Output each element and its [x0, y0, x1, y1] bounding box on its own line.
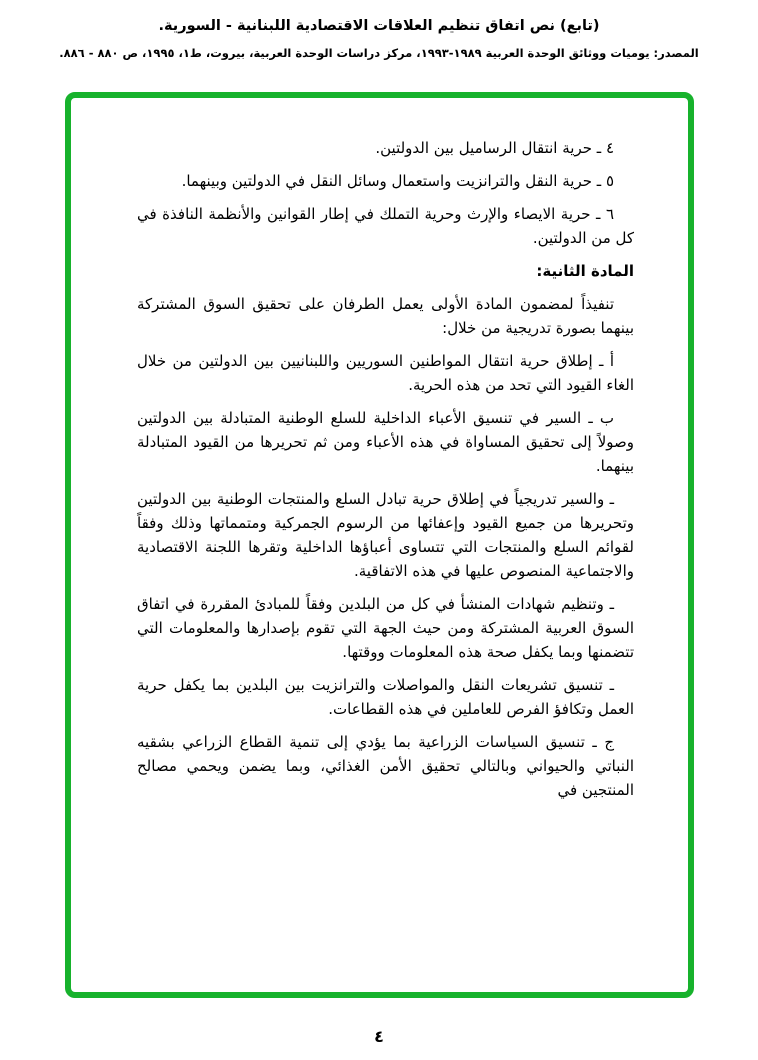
document-title: (تابع) نص اتفاق تنظيم العلاقات الاقتصادية اللبنانية - السورية. — [158, 18, 600, 34]
article-two-heading: المادة الثانية: — [536, 262, 634, 280]
clause-c: ج ـ تنسيق السياسات الزراعية بما يؤدي إلى تنمية القطاع الزراعي بشقيه النباتي والحيواني وبالتالي تحقيق الأمن الغذائي، وبما يضمن ويحمي مصالح المنتجين في — [137, 733, 634, 799]
document-text-block — [65, 98, 694, 992]
clause-b: ب ـ السير في تنسيق الأعباء الداخلية للسلع الوطنية المتبادلة بين الدولتين وصولاً إلى تحقيق المساواة في هذه الأعباء ومن ثم تحريرها من القيود المتبادلة بينهما. — [137, 409, 634, 475]
article-two-intro: تنفيذاً لمضمون المادة الأولى يعمل الطرفان على تحقيق السوق المشتركة بينهما بصورة تدريجية من خلال: — [137, 295, 634, 337]
page-number: ٤ — [374, 1027, 384, 1046]
list-item-6: ٦ ـ حرية الايصاء والإرث وحرية التملك في إطار القوانين والأنظمة النافذة في كل من الدولتين. — [137, 205, 634, 247]
document-header — [0, 18, 758, 60]
document-source-line: المصدر: يوميات ووثائق الوحدة العربية ١٩٨٩-١٩٩٣، مركز دراسات الوحدة العربية، بيروت، ط١، ١٩٩٥، ص ٨٨٠ - ٨٨٦. — [59, 46, 699, 60]
clause-b-dash-3: ـ تنسيق تشريعات النقل والمواصلات والترانزيت بين البلدين بما يكفل حرية العمل وتكافؤ الفرص للعاملين في هذه القطاعات. — [137, 676, 634, 718]
clause-a: أ ـ إطلاق حرية انتقال المواطنين السوريين واللبنانيين بين الدولتين من خلال الغاء القيود التي تحد من هذه الحرية. — [137, 352, 634, 394]
clause-b-dash-2: ـ وتنظيم شهادات المنشأ في كل من البلدين وفقاً للمبادئ المقررة في اتفاق السوق العربية المشتركة ومن حيث الجهة التي تقوم بإصدارها والمعلومات التي تتضمنها وبما يكفل صحة هذه المعلومات ووقتها. — [137, 595, 634, 661]
list-item-4: ٤ ـ حرية انتقال الرساميل بين الدولتين. — [375, 139, 614, 157]
clause-b-dash-1: ـ والسير تدريجياً في إطلاق حرية تبادل السلع والمنتجات الوطنية بين الدولتين وتحريرها من جميع القيود وإعفائها من الرسوم الجمركية ومتمماتها وذلك وفقاً لقوائم السلع والمنتجات التي تتساوى أعباؤها الداخلية وتقرها اللجنة الاقتصادية والاجتماعية المنصوص عليها في هذه الاتفاقية. — [137, 490, 634, 580]
list-item-5: ٥ ـ حرية النقل والترانزيت واستعمال وسائل النقل في الدولتين وبينهما. — [181, 172, 614, 190]
